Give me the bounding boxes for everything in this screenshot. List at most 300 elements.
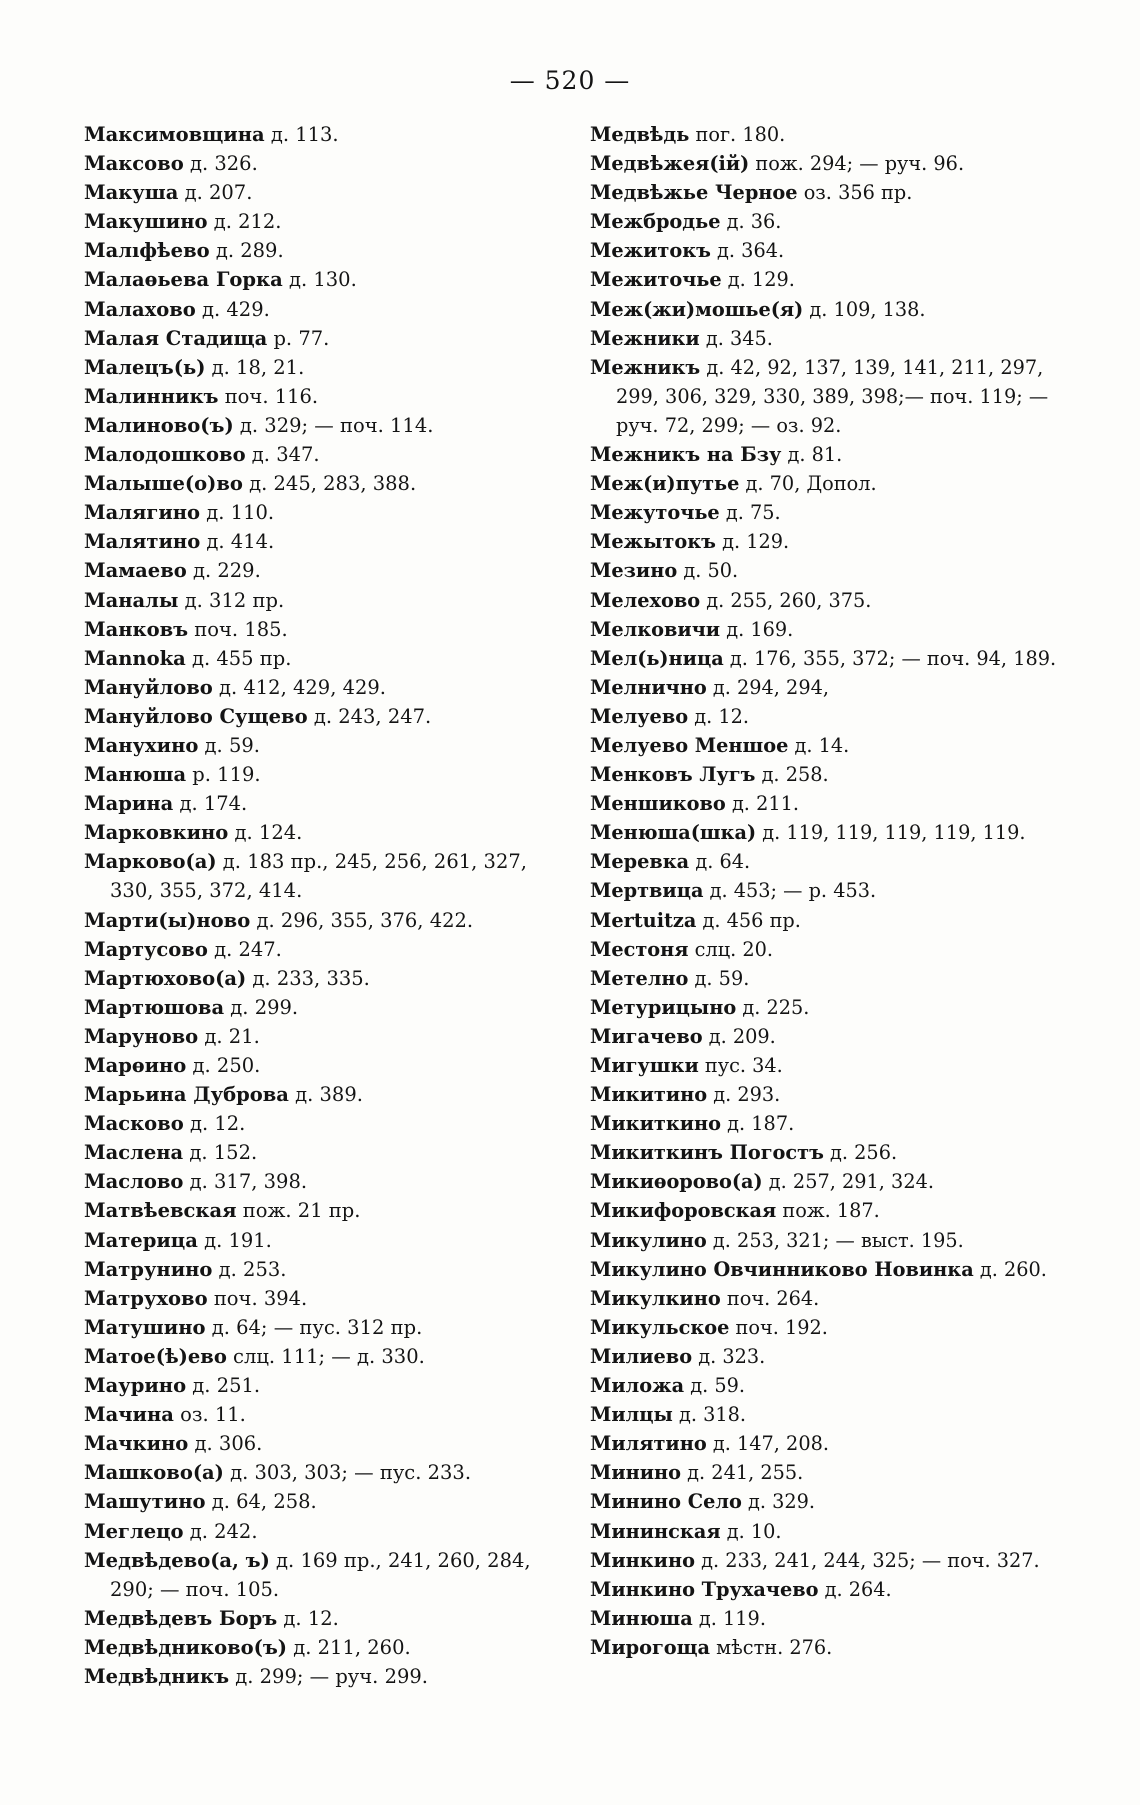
- entry-reference: д. 326.: [189, 152, 258, 176]
- entry-reference: поч. 116.: [224, 384, 319, 408]
- entry-reference: д. 129.: [722, 530, 790, 554]
- index-entry: [84, 178, 554, 207]
- entry-reference: д. 225.: [742, 995, 810, 1019]
- entry-reference: д. 147, 208.: [712, 1432, 829, 1456]
- entry-reference: оз. 11.: [180, 1403, 246, 1427]
- entry-reference: д. 293.: [713, 1083, 781, 1107]
- entry-reference: д. 59.: [690, 1374, 745, 1398]
- index-entry: [84, 295, 554, 324]
- index-entry: [84, 1458, 554, 1487]
- index-entry: [84, 1342, 554, 1371]
- entry-reference: д. 306.: [194, 1432, 263, 1456]
- entry-headword: Малаѳьева Горка: [84, 268, 283, 292]
- entry-reference: д. 364.: [717, 239, 785, 263]
- entry-reference: д. 124.: [234, 821, 303, 845]
- entry-reference: д. 245, 283, 388.: [249, 472, 417, 496]
- index-entry: [590, 1458, 1070, 1487]
- entry-reference: д. 253.: [218, 1257, 287, 1281]
- entry-headword: Мелуево: [590, 704, 689, 728]
- entry-reference: д. 36.: [726, 210, 782, 234]
- entry-headword: Маслена: [84, 1141, 184, 1165]
- entry-reference: д. 318.: [678, 1403, 747, 1427]
- entry-reference: д. 130.: [288, 268, 357, 292]
- entry-reference: пож. 294; — руч. 96.: [755, 152, 965, 176]
- entry-headword: Межбродье: [590, 210, 721, 234]
- entry-headword: Микулино Овчинниково Новинка: [590, 1257, 974, 1281]
- entry-reference: д. 152.: [189, 1141, 258, 1165]
- entry-headword: Медвѣжея(ій): [590, 152, 750, 176]
- entry-reference: д. 299; — руч. 299.: [235, 1664, 428, 1688]
- entry-reference: д. 12.: [189, 1112, 246, 1136]
- entry-headword: Минино: [590, 1461, 682, 1485]
- entry-reference: д. 247.: [214, 937, 282, 961]
- entry-reference: д. 174.: [179, 792, 248, 816]
- entry-headword: Меревка: [590, 850, 690, 874]
- entry-reference: д. 129.: [727, 268, 795, 292]
- index-entry: [590, 586, 1070, 615]
- index-entry: [590, 1051, 1070, 1080]
- entry-headword: Мелковичи: [590, 617, 721, 641]
- index-entry: [84, 411, 554, 440]
- index-entry: [84, 1138, 554, 1167]
- entry-headword: Маруново: [84, 1024, 199, 1048]
- entry-reference: д. 429.: [202, 297, 270, 321]
- entry-reference: слц. 20.: [694, 937, 774, 961]
- entry-reference: д. 323.: [698, 1344, 766, 1368]
- index-entry: [84, 615, 554, 644]
- entry-headword: Малецъ(ь): [84, 355, 206, 379]
- entry-reference: д. 296, 355, 376, 422.: [256, 908, 474, 932]
- entry-reference: р. 119.: [192, 763, 261, 787]
- index-entry: [590, 644, 1070, 673]
- entry-reference: д. 183 пр., 245, 256, 261, 327, 330, 355, 372, 414.: [110, 850, 527, 903]
- entry-headword: Малягино: [84, 501, 201, 525]
- entry-headword: Мачкино: [84, 1432, 189, 1456]
- index-entry: [590, 1196, 1070, 1225]
- index-entry: [84, 353, 554, 382]
- index-entry: [590, 906, 1070, 935]
- entry-headword: Местоня: [590, 937, 689, 961]
- entry-headword: Минюша: [590, 1606, 693, 1630]
- index-entry: [590, 295, 1070, 324]
- index-entry: [590, 993, 1070, 1022]
- index-entry: [84, 324, 554, 353]
- entry-reference: д. 250.: [192, 1054, 261, 1077]
- index-entry: [590, 1371, 1070, 1400]
- index-entry: [84, 789, 554, 818]
- entry-headword: Манухино: [84, 733, 199, 757]
- index-entry: [590, 1284, 1070, 1313]
- entry-headword: Мамаево: [84, 559, 187, 583]
- entry-headword: Малахово: [84, 297, 196, 321]
- index-entry: [84, 847, 554, 905]
- index-entry: [84, 1517, 554, 1546]
- index-entry: [84, 265, 554, 294]
- entry-reference: д. 243, 247.: [313, 704, 432, 728]
- entry-headword: Милцы: [590, 1403, 673, 1427]
- entry-reference: д. 75.: [725, 501, 781, 525]
- entry-reference: д. 18, 21.: [211, 355, 305, 379]
- entry-headword: Межникъ на Бзу: [590, 443, 782, 467]
- index-entry: [590, 353, 1070, 440]
- entry-headword: Межиточье: [590, 268, 722, 292]
- index-entry: [590, 1633, 1070, 1662]
- entry-reference: д. 64, 258.: [211, 1490, 317, 1514]
- entry-headword: Микиткино: [590, 1112, 722, 1136]
- entry-reference: д. 453; — р. 453.: [709, 879, 877, 903]
- entry-headword: Масково: [84, 1112, 184, 1136]
- entry-reference: поч. 394.: [213, 1286, 308, 1310]
- entry-headword: Медвѣдь: [590, 123, 690, 146]
- entry-reference: пож. 21 пр.: [242, 1199, 361, 1223]
- entry-reference: д. 81.: [787, 443, 843, 467]
- index-entry: [590, 469, 1070, 498]
- index-entry: [590, 818, 1070, 847]
- entry-headword: Mannoka: [84, 646, 186, 670]
- index-entry: [590, 1575, 1070, 1604]
- entry-reference: д. 21.: [204, 1024, 260, 1048]
- entry-reference: д. 209.: [708, 1024, 776, 1048]
- entry-headword: Маслово: [84, 1170, 184, 1194]
- entry-reference: д. 251.: [192, 1374, 261, 1398]
- index-entry: [590, 1138, 1070, 1167]
- index-entry: [590, 1167, 1070, 1196]
- entry-headword: Межники: [590, 326, 700, 350]
- entry-headword: Мачина: [84, 1403, 174, 1427]
- index-entry: [84, 440, 554, 469]
- index-entry: [84, 1196, 554, 1225]
- index-entry: [590, 1342, 1070, 1371]
- left-column: [84, 120, 554, 1691]
- entry-headword: Макуша: [84, 181, 179, 205]
- entry-reference: д. 303, 303; — пус. 233.: [230, 1461, 472, 1485]
- index-entry: [84, 382, 554, 411]
- entry-reference: д. 211.: [731, 792, 799, 816]
- index-entry: [84, 1546, 554, 1604]
- entry-reference: д. 345.: [705, 326, 773, 350]
- index-entry: [590, 935, 1070, 964]
- index-entry: [84, 469, 554, 498]
- entry-headword: Машково(а): [84, 1461, 224, 1485]
- index-entry: [84, 1400, 554, 1429]
- entry-headword: Мартусово: [84, 937, 208, 961]
- index-entry: [84, 731, 554, 760]
- entry-headword: Мининская: [590, 1519, 721, 1543]
- entry-headword: Минкино Трухачево: [590, 1577, 819, 1601]
- index-entry: [84, 556, 554, 585]
- index-entry: [84, 149, 554, 178]
- entry-reference: д. 347.: [251, 443, 320, 467]
- index-entry: [590, 265, 1070, 294]
- entry-reference: д. 229.: [192, 559, 261, 583]
- entry-reference: д. 456 пр.: [702, 908, 801, 932]
- entry-reference: д. 329.: [747, 1490, 816, 1514]
- entry-headword: Миложа: [590, 1374, 685, 1398]
- entry-reference: д. 169 пр., 241, 260, 284, 290; — поч. 105.: [110, 1548, 531, 1601]
- entry-headword: Марина: [84, 792, 174, 816]
- entry-reference: д. 207.: [184, 181, 253, 205]
- entry-headword: Матвѣевская: [84, 1199, 237, 1223]
- entry-headword: Марково(а): [84, 850, 217, 874]
- entry-reference: д. 191.: [204, 1228, 272, 1252]
- entry-headword: Мелуево Меншое: [590, 733, 789, 757]
- entry-headword: Межуточье: [590, 501, 720, 525]
- entry-headword: Мануйлово Сущево: [84, 704, 308, 728]
- index-entry: [590, 324, 1070, 353]
- entry-reference: пог. 180.: [695, 123, 786, 146]
- entry-reference: слц. 111; — д. 330.: [233, 1344, 425, 1368]
- entry-headword: Микулино: [590, 1228, 707, 1252]
- entry-reference: д. 119, 119, 119, 119, 119.: [762, 821, 1026, 845]
- page-number: — 520 —: [509, 66, 631, 95]
- index-entry: [590, 236, 1070, 265]
- entry-reference: р. 77.: [273, 326, 330, 350]
- entry-headword: Мел(ь)ница: [590, 646, 724, 670]
- entry-reference: д. 64.: [695, 850, 751, 874]
- index-entry: [84, 1313, 554, 1342]
- entry-headword: Микитино: [590, 1083, 708, 1107]
- entry-headword: Максимовщина: [84, 123, 265, 146]
- entry-reference: д. 59.: [204, 733, 260, 757]
- entry-headword: Менюша(шка): [590, 821, 757, 845]
- entry-headword: Малыше(о)во: [84, 472, 243, 496]
- entry-reference: д. 113.: [270, 123, 339, 146]
- index-entry: [84, 1022, 554, 1051]
- entry-headword: Мирогоща: [590, 1635, 711, 1659]
- entry-reference: д. 289.: [215, 239, 284, 263]
- right-column: [590, 120, 1070, 1662]
- index-entry: [84, 1487, 554, 1516]
- entry-headword: Милятино: [590, 1432, 707, 1456]
- index-entry: [84, 1284, 554, 1313]
- entry-headword: Микулкино: [590, 1286, 721, 1310]
- entry-reference: д. 64; — пус. 312 пр.: [211, 1315, 423, 1339]
- index-entry: [84, 120, 554, 149]
- entry-reference: д. 176, 355, 372; — поч. 94, 189.: [729, 646, 1057, 670]
- entry-headword: Малинникъ: [84, 384, 219, 408]
- entry-headword: Мануйлово: [84, 675, 213, 699]
- entry-reference: д. 12.: [694, 704, 750, 728]
- entry-headword: Межитокъ: [590, 239, 711, 263]
- index-entry: [590, 615, 1070, 644]
- entry-headword: Матрунино: [84, 1257, 213, 1281]
- entry-reference: д. 455 пр.: [191, 646, 292, 670]
- entry-headword: Мигушки: [590, 1054, 699, 1077]
- index-entry: [84, 1429, 554, 1458]
- index-entry: [84, 1255, 554, 1284]
- entry-headword: Матушино: [84, 1315, 206, 1339]
- entry-reference: д. 10.: [726, 1519, 782, 1543]
- entry-headword: Мелнично: [590, 675, 707, 699]
- entry-reference: д. 299.: [230, 995, 299, 1019]
- entry-headword: Микиѳорово(а): [590, 1170, 763, 1194]
- index-entry: [84, 1080, 554, 1109]
- entry-headword: Малодошково: [84, 443, 246, 467]
- entry-headword: Машутино: [84, 1490, 206, 1514]
- entry-reference: д. 109, 138.: [809, 297, 926, 321]
- index-entry: [84, 906, 554, 935]
- index-entry: [590, 498, 1070, 527]
- entry-headword: Минино Село: [590, 1490, 742, 1514]
- entry-headword: Материца: [84, 1228, 198, 1252]
- entry-reference: д. 70, Допол.: [745, 472, 877, 496]
- index-entry: [84, 673, 554, 702]
- entry-reference: д. 312 пр.: [184, 588, 285, 612]
- index-entry: [84, 1662, 554, 1691]
- entry-reference: д. 42, 92, 137, 139, 141, 211, 297, 299, 306, 329, 330, 389, 398;— поч. 119; — руч. 72, 299; — оз. 92.: [616, 355, 1049, 437]
- entry-reference: д. 12.: [283, 1606, 339, 1630]
- entry-headword: Малиново(ъ): [84, 413, 234, 437]
- entry-reference: д. 233, 241, 244, 325; — поч. 327.: [701, 1548, 1040, 1572]
- entry-headword: Микиткинъ Погостъ: [590, 1141, 824, 1165]
- index-entry: [590, 1022, 1070, 1051]
- entry-headword: Маналы: [84, 588, 179, 612]
- entry-reference: д. 260.: [979, 1257, 1047, 1281]
- index-entry: [590, 1487, 1070, 1516]
- entry-headword: Малятино: [84, 530, 201, 554]
- index-entry: [590, 1109, 1070, 1138]
- index-entry: [84, 1604, 554, 1633]
- entry-reference: д. 211, 260.: [293, 1635, 411, 1659]
- entry-headword: Мезино: [590, 559, 678, 583]
- index-entry: [590, 760, 1070, 789]
- entry-headword: Медвѣжье Черное: [590, 181, 798, 205]
- index-entry: [590, 1400, 1070, 1429]
- entry-headword: Малая Стадища: [84, 326, 268, 350]
- index-entry: [590, 1517, 1070, 1546]
- entry-reference: д. 414.: [206, 530, 275, 554]
- index-entry: [590, 120, 1070, 149]
- entry-headword: Меж(жи)мошье(я): [590, 297, 804, 321]
- entry-headword: Марти(ы)ново: [84, 908, 251, 932]
- index-entry: [590, 847, 1070, 876]
- entry-headword: Мигачево: [590, 1024, 703, 1048]
- entry-headword: Метурицыно: [590, 995, 737, 1019]
- entry-headword: Менковъ Лугъ: [590, 763, 756, 787]
- entry-reference: д. 50.: [683, 559, 739, 583]
- entry-reference: д. 14.: [794, 733, 850, 757]
- index-entry: [84, 1226, 554, 1255]
- entry-reference: д. 256.: [830, 1141, 898, 1165]
- entry-headword: Марѳино: [84, 1054, 187, 1077]
- entry-reference: д. 255, 260, 375.: [706, 588, 872, 612]
- index-entry: [84, 760, 554, 789]
- index-entry: [84, 964, 554, 993]
- index-entry: [590, 1080, 1070, 1109]
- entry-reference: д. 187.: [727, 1112, 795, 1136]
- index-entry: [590, 673, 1070, 702]
- entry-headword: Мартюшова: [84, 995, 225, 1019]
- index-entry: [590, 1313, 1070, 1342]
- index-entry: [590, 207, 1070, 236]
- entry-headword: Максово: [84, 152, 184, 176]
- entry-reference: д. 264.: [824, 1577, 892, 1601]
- entry-reference: оз. 356 пр.: [803, 181, 913, 205]
- index-entry: [590, 964, 1070, 993]
- entry-reference: д. 257, 291, 324.: [768, 1170, 934, 1194]
- index-entry: [590, 178, 1070, 207]
- index-entry: [84, 818, 554, 847]
- entry-headword: Матрухово: [84, 1286, 208, 1310]
- entry-headword: Медвѣдево(а, ъ): [84, 1548, 270, 1572]
- entry-reference: д. 317, 398.: [189, 1170, 308, 1194]
- index-entry: [590, 440, 1070, 469]
- entry-reference: д. 59.: [694, 966, 750, 990]
- entry-reference: поч. 185.: [194, 617, 288, 641]
- entry-reference: д. 241, 255.: [687, 1461, 804, 1485]
- entry-headword: Маурино: [84, 1374, 187, 1398]
- entry-reference: поч. 264.: [726, 1286, 820, 1310]
- entry-reference: д. 212.: [213, 210, 282, 234]
- entry-reference: д. 233, 335.: [252, 966, 370, 990]
- entry-headword: Макушино: [84, 210, 208, 234]
- entry-reference: пус. 34.: [704, 1054, 783, 1077]
- entry-headword: Микульское: [590, 1315, 730, 1339]
- index-entry: [590, 1604, 1070, 1633]
- entry-headword: Межникъ: [590, 355, 701, 379]
- index-entry: [84, 1109, 554, 1138]
- index-entry: [590, 1255, 1070, 1284]
- entry-headword: Марковкино: [84, 821, 229, 845]
- index-entry: [84, 207, 554, 236]
- entry-reference: д. 169.: [726, 617, 794, 641]
- index-entry: [84, 236, 554, 265]
- index-entry: [590, 789, 1070, 818]
- entry-headword: Mertuitza: [590, 908, 697, 932]
- index-entry: [84, 644, 554, 673]
- entry-reference: д. 294, 294,: [712, 675, 829, 699]
- index-entry: [590, 556, 1070, 585]
- entry-headword: Матое(ѣ)ево: [84, 1344, 227, 1368]
- entry-headword: Мартюхово(а): [84, 966, 247, 990]
- entry-reference: поч. 192.: [735, 1315, 828, 1339]
- index-entry: [84, 586, 554, 615]
- entry-headword: Меншиково: [590, 792, 726, 816]
- entry-headword: Меж(и)путье: [590, 472, 740, 496]
- entry-headword: Манюша: [84, 763, 187, 787]
- index-entry: [590, 1429, 1070, 1458]
- entry-headword: Межытокъ: [590, 530, 716, 554]
- index-entry: [590, 1226, 1070, 1255]
- index-entry: [84, 1167, 554, 1196]
- index-entry: [590, 1546, 1070, 1575]
- index-entry: [84, 993, 554, 1022]
- index-entry: [84, 527, 554, 556]
- entry-headword: Медвѣдникъ: [84, 1664, 230, 1688]
- entry-headword: Медвѣдниково(ъ): [84, 1635, 288, 1659]
- entry-reference: д. 258.: [761, 763, 829, 787]
- index-entry: [590, 876, 1070, 905]
- entry-reference: д. 389.: [295, 1083, 363, 1107]
- entry-reference: д. 329; — поч. 114.: [239, 413, 434, 437]
- entry-headword: Меглецо: [84, 1519, 184, 1543]
- entry-reference: д. 412, 429, 429.: [218, 675, 387, 699]
- index-entry: [590, 527, 1070, 556]
- index-entry: [84, 1371, 554, 1400]
- entry-headword: Микифоровская: [590, 1199, 777, 1223]
- entry-headword: Марьина Дуброва: [84, 1083, 289, 1107]
- index-entry: [84, 1051, 554, 1080]
- entry-reference: д. 253, 321; — выст. 195.: [712, 1228, 964, 1252]
- entry-reference: д. 110.: [206, 501, 275, 525]
- entry-headword: Мертвица: [590, 879, 704, 903]
- index-entry: [84, 498, 554, 527]
- entry-headword: Мелехово: [590, 588, 701, 612]
- index-entry: [590, 731, 1070, 760]
- entry-headword: Минкино: [590, 1548, 695, 1572]
- entry-headword: Малıфѣево: [84, 239, 210, 263]
- entry-headword: Манковъ: [84, 617, 189, 641]
